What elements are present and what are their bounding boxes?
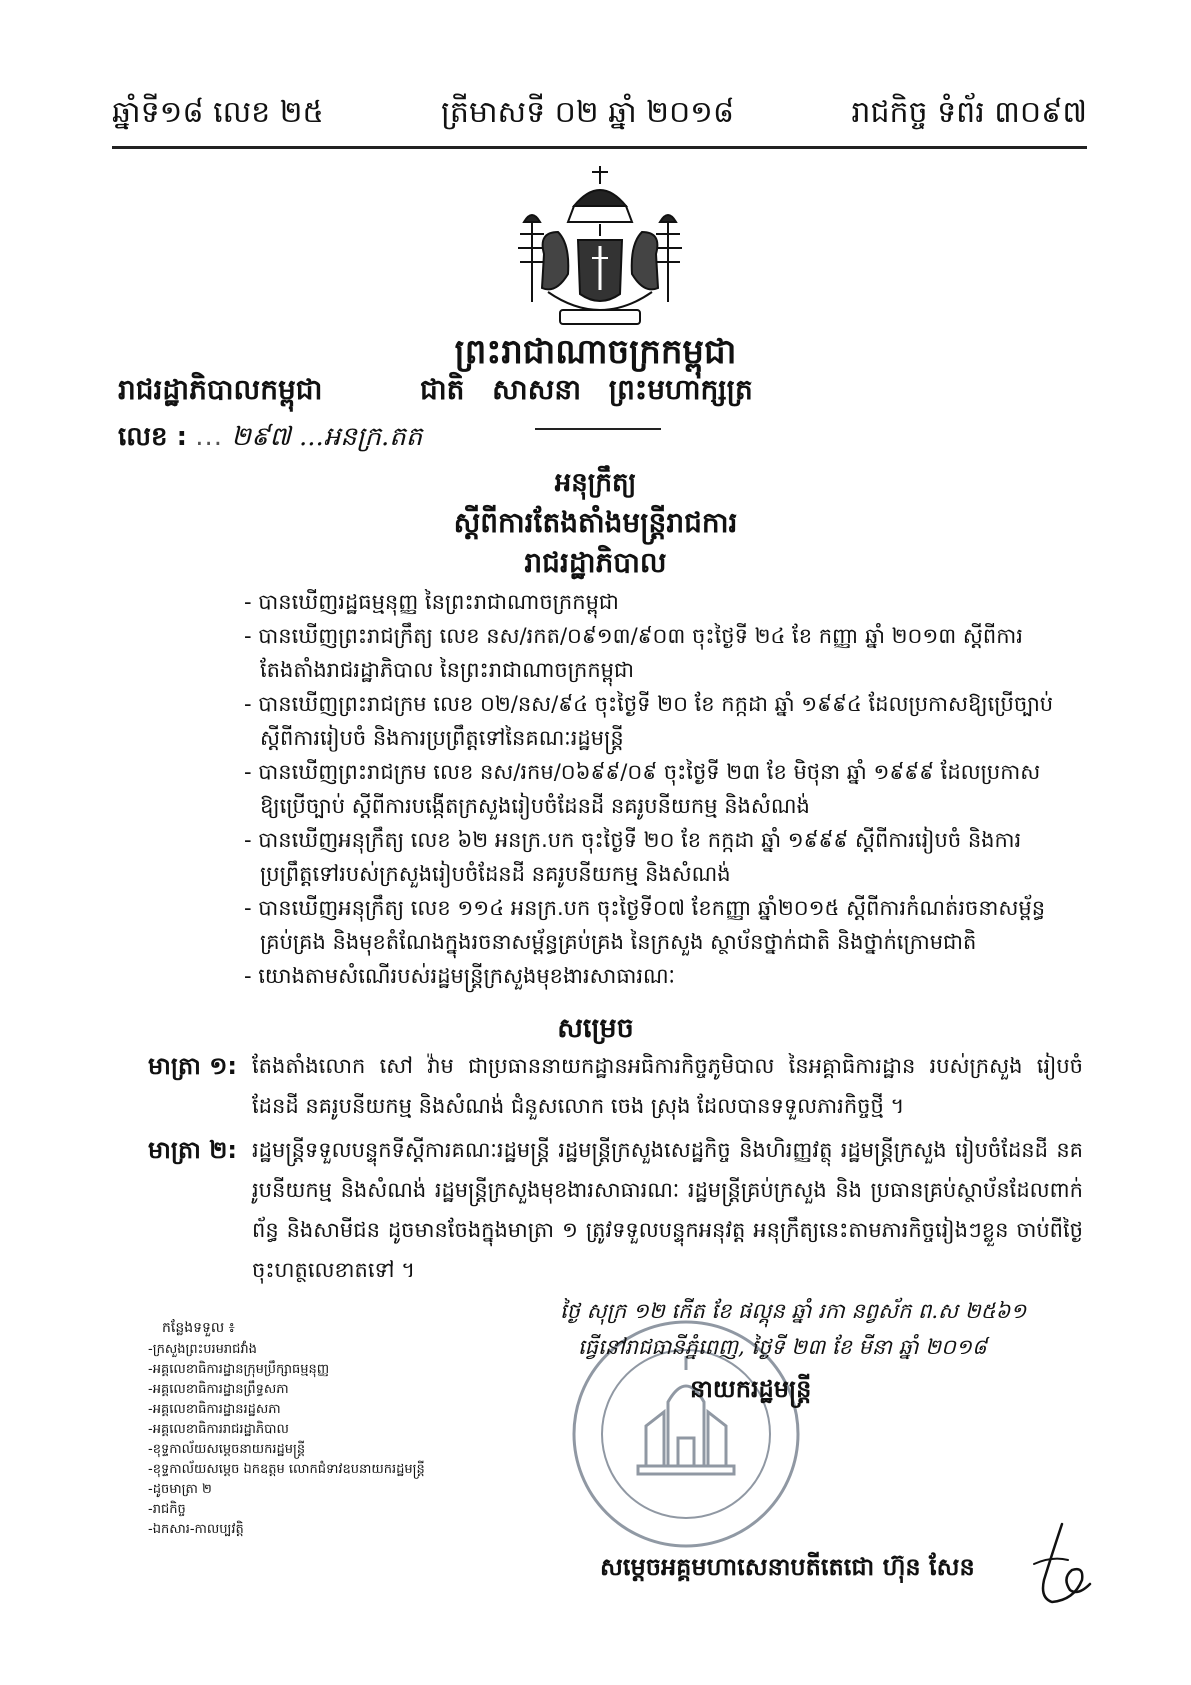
article-2 [148,1130,1083,1290]
recipient-item: - អគ្គលេខាធិការដ្ឋានក្រុមប្រឹក្សាធម្មនុញ្ញ [148,1360,425,1380]
recipients-title: កន្លែងទទួល ៖ [162,1320,235,1336]
recipient-item: - អគ្គលេខាធិការដ្ឋានព្រឹទ្ធសភា [148,1380,425,1400]
recipient-item: - ដូចមាត្រា ២ [148,1480,425,1500]
document-subject: ស្តីពីការតែងតាំងមន្ត្រីរាជការ [453,506,738,539]
gazette-page: រាជកិច្ច ទំព័រ ៣០៩៧ [851,95,1087,130]
reference-number: ២៩៧ ...អនក្រ.តត [231,422,423,452]
reference-dots: ... [195,422,224,452]
government-name: រាជរដ្ឋាភិបាលកម្ពុជា [118,373,323,406]
gazette-header [112,92,1087,138]
motto-divider [535,428,661,430]
recipient-item: - ឯកសារ-កាលប្បវត្តិ [148,1520,425,1540]
reference-label: លេខ : [118,422,187,452]
recipient-item: - អគ្គលេខាធិការរាជរដ្ឋាភិបាល [148,1420,425,1440]
article-text: តែងតាំងលោក សៅ វ៉ាម ជាប្រធាននាយកដ្ឋានអធិការកិច្ចភូមិបាល នៃអគ្គាធិការដ្ឋាន របស់ក្រសួង រៀបចំដែនដី នគរូបនីយកម្ម និងសំណង់ ជំនួសលោក ចេង ស្រុង ដែលបានទទួលភារកិច្ចថ្មី ។ [252,1054,1083,1118]
date-place: ធ្វើនៅរាជធានីភ្នំពេញ, ថ្ងៃទី ២៣ ខែ មីនា ឆ្នាំ ២០១៨ [578,1335,987,1359]
handwritten-signature [1022,1520,1094,1610]
consideration-item: - បានឃើញព្រះរាជក្រម លេខ ០២/នស/៩៤ ចុះថ្ងៃទី ២០ ខែ កក្កដា ឆ្នាំ ១៩៩៤ ដែលប្រកាសឱ្យប្រើច្បាប់ ស្តីពីការរៀបចំ និងការប្រព្រឹត្តទៅនៃគណៈរដ្ឋមន្ត្រី [244,687,1064,755]
consideration-item: - បានឃើញអនុក្រឹត្យ លេខ ៦២ អនក្រ.បក ចុះថ្ងៃទី ២០ ខែ កក្កដា ឆ្នាំ ១៩៩៩ ស្តីពីការរៀបចំ និងការ ប្រព្រឹត្តទៅរបស់ក្រសួងរៀបចំដែនដី នគរូបនីយកម្ម និងសំណង់ [244,823,1064,891]
recipients-list [148,1340,425,1540]
reference-line [118,420,422,458]
national-motto: ជាតិ សាសនា ព្រះមហាក្សត្រ [420,373,753,406]
signer-title: នាយករដ្ឋមន្ត្រី [690,1375,812,1403]
considerations-list [244,585,1064,993]
consideration-item: - យោងតាមសំណើរបស់រដ្ឋមន្ត្រីក្រសួងមុខងារសាធារណៈ [244,959,1064,993]
consideration-item: - បានឃើញព្រះរាជក្រឹត្យ លេខ នស/រកត/០៩១៣/៩០៣ ចុះថ្ងៃទី ២៤ ខែ កញ្ញា ឆ្នាំ ២០១៣ ស្តីពីការ តែងតាំងរាជរដ្ឋាភិបាល នៃព្រះរាជាណាចក្រកម្ពុជា [244,619,1064,687]
recipient-item: - អគ្គលេខាធិការដ្ឋានរដ្ឋសភា [148,1400,425,1420]
kingdom-title: ព្រះរាជាណាចក្រកម្ពុជា [454,332,737,372]
consideration-item: - បានឃើញអនុក្រឹត្យ លេខ ១១៤ អនក្រ.បក ចុះថ្ងៃទី០៧ ខែកញ្ញា ឆ្នាំ២០១៥ ស្តីពីការកំណត់រចនាសម្ព័ន្ធ គ្រប់គ្រង និងមុខតំណែងក្នុងរចនាសម្ព័ន្ធគ្រប់គ្រង នៃក្រសួង ស្ថាប័នថ្នាក់ជាតិ និងថ្នាក់ក្រោមជាតិ [244,891,1064,959]
recipient-item: - ក្រសួងព្រះបរមរាជវាំង [148,1340,425,1360]
decision-heading: សម្រេច [557,1013,634,1044]
recipient-item: - ខុទ្ទកាល័យសម្តេចនាយករដ្ឋមន្ត្រី [148,1440,425,1460]
article-text: រដ្ឋមន្ត្រីទទួលបន្ទុកទីស្តីការគណៈរដ្ឋមន្ត្រី រដ្ឋមន្ត្រីក្រសួងសេដ្ឋកិច្ច និងហិរញ្ញវត្ថុ រដ្ឋមន្ត្រីក្រសួង រៀបចំដែនដី នគរូបនីយកម្ម និងសំណង់ រដ្ឋមន្ត្រីក្រសួងមុខងារសាធារណៈ រដ្ឋមន្ត្រីគ្រប់ក្រសួង និង ប្រធានគ្រប់ស្ថាប័នដែលពាក់ព័ន្ធ និងសាមីជន ដូចមានចែងក្នុងមាត្រា ១ ត្រូវទទួលបន្ទុកអនុវត្ត អនុក្រឹត្យនេះតាមភារកិច្ចរៀងៗខ្លួន ចាប់ពីថ្ងៃចុះហត្ថលេខាតទៅ ។ [252,1138,1083,1282]
gazette-date: ត្រីមាសទី ០២ ឆ្នាំ ២០១៨ [440,95,735,130]
header-rule [112,146,1087,149]
article-label: មាត្រា ១: [148,1052,237,1080]
signer-name: សម្តេចអគ្គមហាសេនាបតីតេជោ ហ៊ុន សែន [600,1553,975,1581]
article-label: មាត្រា ២: [148,1136,237,1164]
recipients-block [148,1318,425,1540]
document-type: អនុក្រឹត្យ [554,468,637,498]
consideration-item: - បានឃើញរដ្ឋធម្មនុញ្ញ នៃព្រះរាជាណាចក្រកម្ពុជា [244,585,1064,619]
royal-arms-emblem [508,162,692,334]
article-1 [148,1046,1083,1126]
date-lunar: ថ្ងៃ សុក្រ ១២ កើត ខែ ផល្គុន ឆ្នាំ រកា នព្វស័ក ព.ស ២៥៦១ [560,1299,1027,1323]
recipient-item: - ខុទ្ទកាល័យសម្តេច ឯកឧត្តម លោកជំទាវឧបនាយករដ្ឋមន្ត្រី [148,1460,425,1480]
recipient-item: - រាជកិច្ច [148,1500,425,1520]
document-issuer: រាជរដ្ឋាភិបាល [524,546,667,579]
gazette-year-issue: ឆ្នាំទី១៨ លេខ ២៥ [112,95,324,130]
consideration-item: - បានឃើញព្រះរាជក្រម លេខ នស/រកម/០៦៩៩/០៩ ចុះថ្ងៃទី ២៣ ខែ មិថុនា ឆ្នាំ ១៩៩៩ ដែលប្រកាស ឱ្យប្រើច្បាប់ ស្តីពីការបង្កើតក្រសួងរៀបចំដែនដី នគរូបនីយកម្ម និងសំណង់ [244,755,1064,823]
